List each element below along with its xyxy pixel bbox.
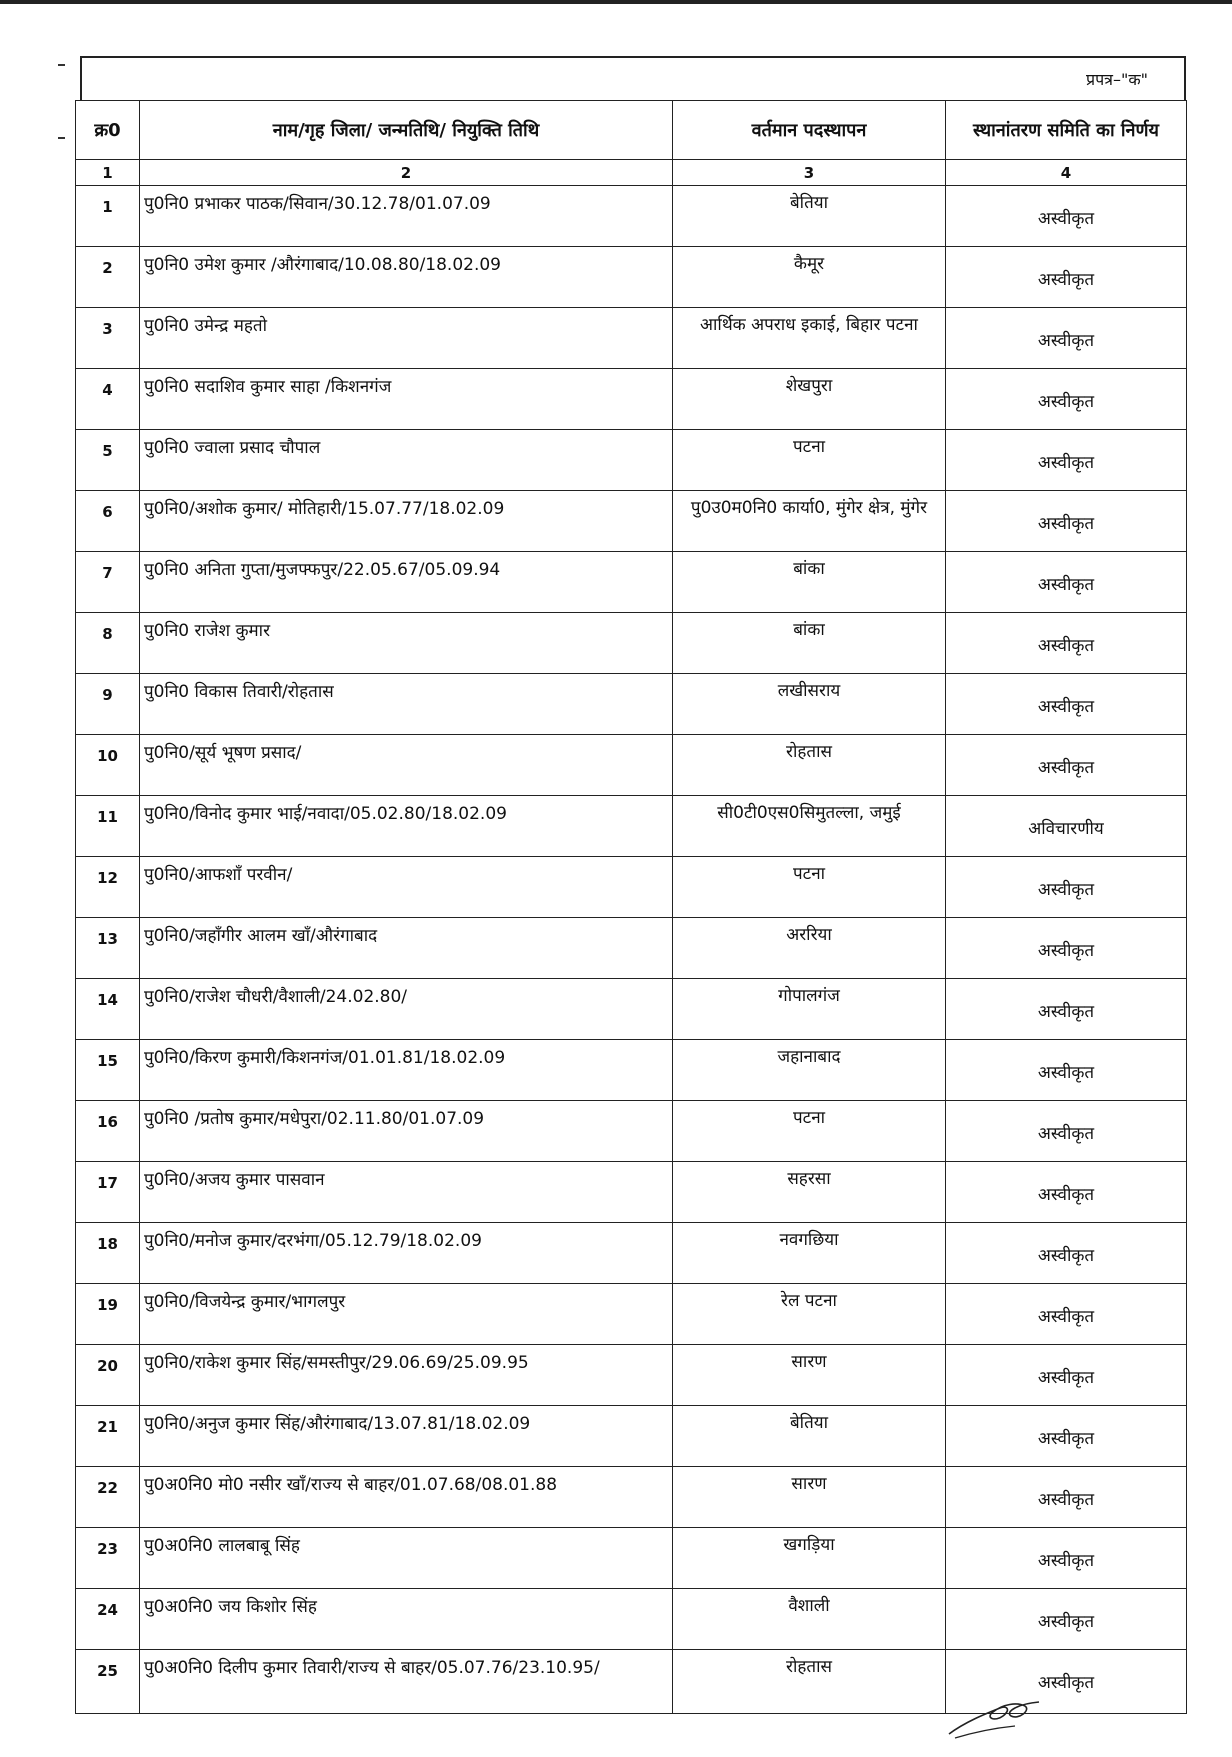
committee-decision: अस्वीकृत [1037, 453, 1095, 473]
committee-decision: अस्वीकृत [1037, 1307, 1095, 1327]
officer-name-details: पु0नि0 /प्रतोष कुमार/मधेपुरा/02.11.80/01.07.09 [144, 1109, 485, 1129]
officer-name-details: पु0नि0/विनोद कुमार भाई/नवादा/05.02.80/18.02.09 [144, 804, 507, 824]
committee-decision-cell [946, 369, 1187, 430]
officer-name-details-cell [140, 1284, 673, 1345]
table-row [76, 1528, 1187, 1589]
officer-name-details: पु0अ0नि0 मो0 नसीर खाँ/राज्य से बाहर/01.07.68/08.01.88 [144, 1475, 558, 1495]
committee-decision: अस्वीकृत [1037, 1551, 1095, 1571]
officer-name-details: पु0नि0/अशोक कुमार/ मोतिहारी/15.07.77/18.02.09 [144, 499, 505, 519]
officer-name-details: पु0नि0/किरण कुमारी/किशनगंज/01.01.81/18.02.09 [144, 1048, 506, 1068]
transfer-decision-table [75, 100, 1187, 1714]
current-posting-cell [673, 1406, 946, 1467]
column-number-row [76, 160, 1187, 186]
table-row [76, 1223, 1187, 1284]
officer-name-details: पु0नि0 ज्वाला प्रसाद चौपाल [144, 438, 321, 458]
serial-number: 3 [102, 320, 113, 338]
officer-name-details: पु0नि0/राजेश चौधरी/वैशाली/24.02.80/ [144, 987, 408, 1007]
serial-number: 23 [97, 1540, 118, 1558]
serial-number: 20 [97, 1357, 118, 1375]
serial-number: 12 [97, 869, 118, 887]
current-posting: पटना [792, 1108, 826, 1128]
officer-name-details-cell [140, 1101, 673, 1162]
column-number: 2 [140, 160, 673, 186]
officer-name-details: पु0नि0 प्रभाकर पाठक/सिवान/30.12.78/01.07.09 [144, 194, 491, 214]
current-posting-cell [673, 1467, 946, 1528]
serial-number: 24 [97, 1601, 118, 1619]
officer-name-details-cell [140, 552, 673, 613]
current-posting-cell [673, 1101, 946, 1162]
committee-decision: अस्वीकृत [1037, 1063, 1095, 1083]
serial-number-cell [76, 979, 140, 1040]
committee-decision-cell [946, 247, 1187, 308]
committee-decision-cell [946, 1162, 1187, 1223]
committee-decision-cell [946, 857, 1187, 918]
header-decision: स्थानांतरण समिति का निर्णय [946, 101, 1187, 160]
committee-decision-cell [946, 491, 1187, 552]
serial-number: 17 [97, 1174, 118, 1192]
serial-number-cell [76, 369, 140, 430]
column-number: 4 [946, 160, 1187, 186]
table-row [76, 369, 1187, 430]
serial-number-cell [76, 491, 140, 552]
committee-decision: अस्वीकृत [1037, 1673, 1095, 1693]
committee-decision: अस्वीकृत [1037, 1429, 1095, 1449]
committee-decision: अस्वीकृत [1037, 392, 1095, 412]
committee-decision: अस्वीकृत [1037, 758, 1095, 778]
table-row [76, 1589, 1187, 1650]
officer-name-details: पु0नि0/विजयेन्द्र कुमार/भागलपुर [144, 1292, 346, 1312]
table-row [76, 796, 1187, 857]
committee-decision: अस्वीकृत [1037, 941, 1095, 961]
current-posting: नवगछिया [779, 1230, 839, 1250]
committee-decision-cell [946, 1284, 1187, 1345]
committee-decision-cell [946, 1223, 1187, 1284]
current-posting-cell [673, 1528, 946, 1589]
current-posting: सारण [791, 1474, 827, 1494]
committee-decision: अस्वीकृत [1037, 514, 1095, 534]
current-posting: कैमूर [793, 254, 825, 274]
committee-decision-cell [946, 735, 1187, 796]
officer-name-details-cell [140, 430, 673, 491]
officer-name-details: पु0नि0 अनिता गुप्ता/मुजफ्फपुर/22.05.67/05.09.94 [144, 560, 501, 580]
officer-name-details-cell [140, 491, 673, 552]
column-number: 3 [673, 160, 946, 186]
table-row [76, 918, 1187, 979]
current-posting-cell [673, 1589, 946, 1650]
committee-decision: अस्वीकृत [1037, 697, 1095, 717]
current-posting-cell [673, 1040, 946, 1101]
committee-decision-cell [946, 796, 1187, 857]
committee-decision-cell [946, 1345, 1187, 1406]
serial-number: 19 [97, 1296, 118, 1314]
officer-name-details-cell [140, 796, 673, 857]
current-posting: लखीसराय [777, 681, 841, 701]
header-name: नाम/गृह जिला/ जन्मतिथि/ नियुक्ति तिथि [140, 101, 673, 160]
officer-name-details: पु0नि0/मनोज कुमार/दरभंगा/05.12.79/18.02.09 [144, 1231, 482, 1251]
officer-name-details-cell [140, 1406, 673, 1467]
officer-name-details-cell [140, 186, 673, 247]
current-posting-cell [673, 186, 946, 247]
officer-name-details-cell [140, 613, 673, 674]
serial-number: 11 [97, 808, 118, 826]
serial-number-cell [76, 1284, 140, 1345]
officer-name-details-cell [140, 1040, 673, 1101]
committee-decision-cell [946, 308, 1187, 369]
officer-name-details-cell [140, 857, 673, 918]
table-row [76, 1040, 1187, 1101]
committee-decision: अस्वीकृत [1037, 1185, 1095, 1205]
table-row [76, 1467, 1187, 1528]
officer-name-details-cell [140, 979, 673, 1040]
table-row [76, 979, 1187, 1040]
current-posting-cell [673, 369, 946, 430]
table-row [76, 857, 1187, 918]
current-posting-cell [673, 1223, 946, 1284]
committee-decision-cell [946, 1528, 1187, 1589]
serial-number: 9 [102, 686, 113, 704]
form-header-box [80, 56, 1186, 100]
officer-name-details: पु0नि0 राजेश कुमार [144, 621, 271, 641]
committee-decision: अविचारणीय [1028, 819, 1104, 839]
committee-decision-cell [946, 613, 1187, 674]
officer-name-details-cell [140, 1589, 673, 1650]
serial-number-cell [76, 552, 140, 613]
committee-decision-cell [946, 1406, 1187, 1467]
serial-number-cell [76, 1467, 140, 1528]
serial-number-cell [76, 308, 140, 369]
serial-number: 15 [97, 1052, 118, 1070]
current-posting-cell [673, 613, 946, 674]
serial-number: 5 [102, 442, 113, 460]
table-row [76, 1345, 1187, 1406]
committee-decision: अस्वीकृत [1037, 1002, 1095, 1022]
serial-number: 13 [97, 930, 118, 948]
officer-name-details: पु0नि0 विकास तिवारी/रोहतास [144, 682, 334, 702]
committee-decision-cell [946, 1101, 1187, 1162]
serial-number-cell [76, 1101, 140, 1162]
serial-number-cell [76, 1528, 140, 1589]
table-row [76, 1101, 1187, 1162]
table-row [76, 186, 1187, 247]
committee-decision-cell [946, 1467, 1187, 1528]
committee-decision-cell [946, 552, 1187, 613]
serial-number: 1 [102, 198, 113, 216]
current-posting: गोपालगंज [778, 986, 840, 1006]
committee-decision: अस्वीकृत [1037, 209, 1095, 229]
current-posting-cell [673, 857, 946, 918]
serial-number: 22 [97, 1479, 118, 1497]
form-label: प्रपत्र–"क" [1085, 70, 1148, 89]
serial-number: 21 [97, 1418, 118, 1436]
officer-name-details-cell [140, 1467, 673, 1528]
officer-name-details: पु0नि0/अजय कुमार पासवान [144, 1170, 325, 1190]
current-posting-cell [673, 491, 946, 552]
serial-number: 16 [97, 1113, 118, 1131]
header-serial: क्र0 [76, 101, 140, 160]
current-posting-cell [673, 796, 946, 857]
current-posting-cell [673, 735, 946, 796]
committee-decision: अस्वीकृत [1037, 880, 1095, 900]
committee-decision: अस्वीकृत [1037, 636, 1095, 656]
top-border-line [0, 0, 1232, 4]
current-posting: आर्थिक अपराध इकाई, बिहार पटना [700, 315, 918, 335]
current-posting-cell [673, 918, 946, 979]
serial-number-cell [76, 1040, 140, 1101]
serial-number: 14 [97, 991, 118, 1009]
table-row [76, 1284, 1187, 1345]
officer-name-details: पु0नि0/आफशाँ परवीन/ [144, 865, 293, 885]
serial-number: 7 [102, 564, 113, 582]
officer-name-details-cell [140, 1528, 673, 1589]
serial-number: 2 [102, 259, 113, 277]
margin-mark [58, 137, 65, 139]
current-posting: पटना [792, 437, 826, 457]
officer-name-details: पु0अ0नि0 जय किशोर सिंह [144, 1597, 317, 1617]
serial-number-cell [76, 430, 140, 491]
committee-decision-cell [946, 430, 1187, 491]
current-posting-cell [673, 247, 946, 308]
current-posting: रोहतास [786, 742, 832, 762]
table-row [76, 308, 1187, 369]
serial-number-cell [76, 1223, 140, 1284]
officer-name-details: पु0नि0/अनुज कुमार सिंह/औरंगाबाद/13.07.81/18.02.09 [144, 1414, 531, 1434]
serial-number: 18 [97, 1235, 118, 1253]
officer-name-details-cell [140, 247, 673, 308]
officer-name-details-cell [140, 369, 673, 430]
serial-number-cell [76, 247, 140, 308]
table-row [76, 247, 1187, 308]
current-posting: वैशाली [788, 1596, 830, 1616]
committee-decision-cell [946, 1040, 1187, 1101]
current-posting-cell [673, 430, 946, 491]
committee-decision: अस्वीकृत [1037, 1246, 1095, 1266]
current-posting: सारण [791, 1352, 827, 1372]
current-posting: रेल पटना [781, 1291, 837, 1311]
current-posting-cell [673, 979, 946, 1040]
committee-decision-cell [946, 186, 1187, 247]
serial-number-cell [76, 857, 140, 918]
current-posting-cell [673, 1162, 946, 1223]
officer-name-details-cell [140, 735, 673, 796]
table-row [76, 735, 1187, 796]
officer-name-details-cell [140, 308, 673, 369]
header-posting: वर्तमान पदस्थापन [673, 101, 946, 160]
serial-number: 10 [97, 747, 118, 765]
table-row [76, 430, 1187, 491]
current-posting: पटना [792, 864, 826, 884]
committee-decision: अस्वीकृत [1037, 1490, 1095, 1510]
current-posting-cell [673, 1650, 946, 1714]
current-posting: सी0टी0एस0सिमुतल्ला, जमुई [717, 803, 901, 823]
officer-name-details-cell [140, 674, 673, 735]
column-number: 1 [76, 160, 140, 186]
committee-decision: अस्वीकृत [1037, 1124, 1095, 1144]
serial-number: 25 [97, 1662, 118, 1680]
table-header-row [76, 101, 1187, 160]
committee-decision: अस्वीकृत [1037, 270, 1095, 290]
table-row [76, 552, 1187, 613]
serial-number-cell [76, 796, 140, 857]
committee-decision: अस्वीकृत [1037, 1368, 1095, 1388]
current-posting-cell [673, 674, 946, 735]
margin-mark [58, 64, 65, 66]
current-posting: शेखपुरा [785, 376, 833, 396]
current-posting: रोहतास [786, 1657, 832, 1677]
officer-name-details: पु0अ0नि0 लालबाबू सिंह [144, 1536, 300, 1556]
serial-number-cell [76, 1345, 140, 1406]
committee-decision-cell [946, 979, 1187, 1040]
committee-decision: अस्वीकृत [1037, 575, 1095, 595]
current-posting: बांका [793, 559, 825, 579]
current-posting: जहानाबाद [777, 1047, 841, 1067]
serial-number: 8 [102, 625, 113, 643]
serial-number-cell [76, 674, 140, 735]
current-posting: बांका [793, 620, 825, 640]
committee-decision: अस्वीकृत [1037, 331, 1095, 351]
officer-name-details: पु0नि0/राकेश कुमार सिंह/समस्तीपुर/29.06.69/25.09.95 [144, 1353, 529, 1373]
current-posting: सहरसा [787, 1169, 831, 1189]
current-posting-cell [673, 552, 946, 613]
officer-name-details: पु0नि0 उमेन्द्र महतो [144, 316, 267, 336]
current-posting-cell [673, 308, 946, 369]
handwritten-signature-icon [945, 1692, 1045, 1742]
officer-name-details: पु0नि0 उमेश कुमार /औरंगाबाद/10.08.80/18.02.09 [144, 255, 502, 275]
officer-name-details-cell [140, 1223, 673, 1284]
serial-number-cell [76, 735, 140, 796]
current-posting: अररिया [786, 925, 832, 945]
serial-number-cell [76, 613, 140, 674]
serial-number: 6 [102, 503, 113, 521]
current-posting-cell [673, 1345, 946, 1406]
serial-number-cell [76, 1650, 140, 1714]
current-posting-cell [673, 1284, 946, 1345]
table-row [76, 613, 1187, 674]
current-posting: पु0उ0म0नि0 कार्या0, मुंगेर क्षेत्र, मुंगेर [690, 498, 928, 518]
serial-number-cell [76, 186, 140, 247]
officer-name-details-cell [140, 1650, 673, 1714]
serial-number-cell [76, 1589, 140, 1650]
committee-decision-cell [946, 918, 1187, 979]
serial-number-cell [76, 918, 140, 979]
officer-name-details: पु0अ0नि0 दिलीप कुमार तिवारी/राज्य से बाहर/05.07.76/23.10.95/ [144, 1658, 600, 1678]
current-posting: बेतिया [789, 1413, 829, 1433]
officer-name-details-cell [140, 1345, 673, 1406]
serial-number: 4 [102, 381, 113, 399]
committee-decision-cell [946, 1589, 1187, 1650]
serial-number-cell [76, 1406, 140, 1467]
officer-name-details-cell [140, 1162, 673, 1223]
table-row [76, 674, 1187, 735]
table-row [76, 1162, 1187, 1223]
table-row [76, 1406, 1187, 1467]
officer-name-details: पु0नि0/जहाँगीर आलम खाँ/औरंगाबाद [144, 926, 378, 946]
officer-name-details-cell [140, 918, 673, 979]
current-posting: खगड़िया [783, 1535, 835, 1555]
table-body [76, 186, 1187, 1714]
current-posting: बेतिया [789, 193, 829, 213]
committee-decision-cell [946, 674, 1187, 735]
committee-decision: अस्वीकृत [1037, 1612, 1095, 1632]
officer-name-details: पु0नि0 सदाशिव कुमार साहा /किशनगंज [144, 377, 392, 397]
officer-name-details: पु0नि0/सूर्य भूषण प्रसाद/ [144, 743, 302, 763]
table-row [76, 491, 1187, 552]
serial-number-cell [76, 1162, 140, 1223]
